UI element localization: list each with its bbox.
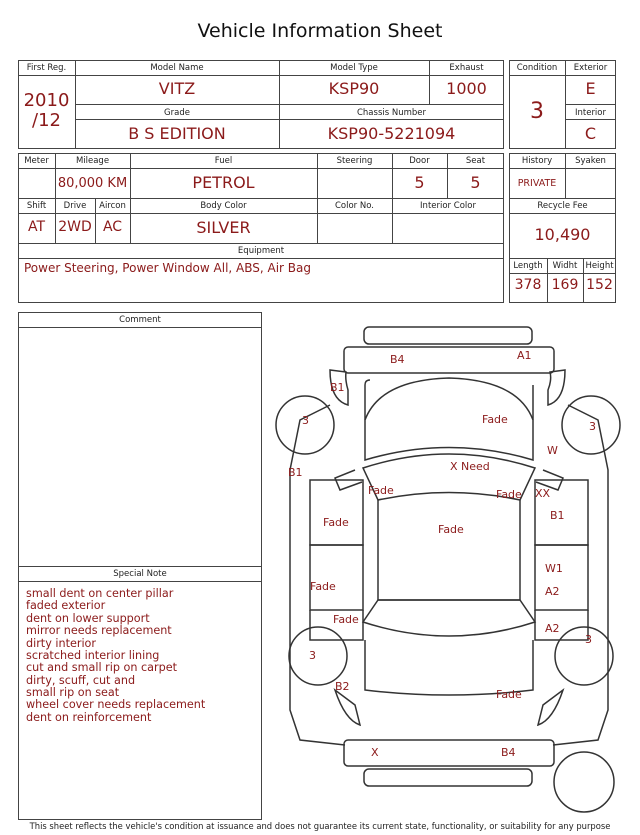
interior-value: C	[584, 124, 597, 143]
first-reg-month: /12	[32, 110, 61, 131]
damage-mark: Fade	[310, 580, 336, 593]
model-name-label: Model Name	[150, 63, 204, 73]
history-value: PRIVATE	[517, 178, 557, 189]
seat-label: Seat	[465, 156, 486, 166]
recycle-fee-value: 10,490	[534, 225, 591, 244]
model-name-value: VITZ	[158, 79, 196, 98]
damage-mark: B1	[288, 466, 303, 479]
mileage-value: 80,000 KM	[57, 176, 128, 191]
equipment-value: Power Steering, Power Window All, ABS, Air Bag	[24, 261, 312, 275]
interior-label: Interior	[574, 108, 606, 118]
damage-mark: Fade	[333, 613, 359, 626]
damage-mark: Fade	[323, 516, 349, 529]
special-note-line: small rip on seat	[26, 686, 120, 699]
width-label: Widht	[552, 261, 578, 271]
damage-mark: B1	[330, 381, 345, 394]
special-note-line: dent on reinforcement	[26, 711, 152, 724]
aircon-label: Aircon	[99, 201, 126, 211]
damage-mark: Fade	[438, 523, 464, 536]
shift-label: Shift	[26, 201, 47, 211]
condition-value: 3	[530, 99, 544, 124]
damage-mark: XX	[535, 487, 551, 500]
width-value: 169	[551, 277, 579, 293]
damage-mark: B4	[390, 353, 405, 366]
chassis-label: Chassis Number	[356, 108, 427, 118]
damage-mark: W1	[545, 562, 563, 575]
equipment-label: Equipment	[237, 246, 285, 256]
damage-mark: W	[547, 444, 558, 457]
damage-mark: 3	[309, 649, 316, 662]
damage-mark: 3	[585, 633, 592, 646]
special-note-line: cut and small rip on carpet	[26, 661, 177, 674]
damage-mark: B4	[501, 746, 516, 759]
damage-mark: A2	[545, 585, 560, 598]
damage-mark: A2	[545, 622, 560, 635]
disclaimer-footer: This sheet reflects the vehicle's condition at issuance and does not guarantee its current state, functionality, or suitability for any purpose	[29, 821, 611, 831]
fuel-label: Fuel	[214, 156, 233, 166]
special-note-line: wheel cover needs replacement	[26, 698, 206, 711]
special-note-line: scratched interior lining	[26, 649, 160, 662]
mileage-label: Mileage	[75, 156, 110, 166]
special-note-line: mirror needs replacement	[26, 624, 172, 637]
damage-mark: B1	[550, 509, 565, 522]
exhaust-label: Exhaust	[449, 63, 484, 73]
grade-value: B S EDITION	[128, 124, 226, 143]
seat-value: 5	[470, 173, 481, 192]
history-label: History	[521, 156, 553, 166]
special-note-line: dirty, scuff, cut and	[26, 674, 136, 687]
door-value: 5	[414, 173, 425, 192]
shift-value: AT	[27, 219, 46, 235]
comment-label: Comment	[119, 315, 161, 325]
special-note-line: dirty interior	[26, 637, 96, 650]
meter-label: Meter	[24, 156, 49, 166]
page-title: Vehicle Information Sheet	[197, 20, 443, 42]
exhaust-value: 1000	[446, 79, 487, 98]
model-type-value: KSP90	[328, 79, 380, 98]
exterior-label: Exterior	[573, 63, 608, 73]
interior-color-label: Interior Color	[420, 201, 476, 211]
damage-mark: A1	[517, 349, 532, 362]
body-color-value: SILVER	[196, 218, 251, 237]
body-color-label: Body Color	[200, 201, 247, 211]
recycle-fee-label: Recycle Fee	[537, 201, 588, 211]
damage-mark: X Need	[450, 460, 490, 473]
special-note-line: small dent on center pillar	[26, 587, 174, 600]
drive-value: 2WD	[58, 219, 92, 235]
first-reg-year: 2010	[23, 90, 70, 111]
color-no-label: Color No.	[334, 201, 374, 211]
damage-mark: Fade	[482, 413, 508, 426]
damage-mark: Fade	[368, 484, 394, 497]
door-label: Door	[409, 156, 430, 166]
damage-mark: Fade	[496, 488, 522, 501]
drive-label: Drive	[63, 201, 87, 211]
chassis-value: KSP90-5221094	[327, 124, 456, 143]
fuel-value: PETROL	[192, 173, 255, 192]
damage-mark: Fade	[496, 688, 522, 701]
length-value: 378	[514, 277, 542, 293]
damage-mark: X	[371, 746, 379, 759]
condition-label: Condition	[516, 63, 558, 73]
aircon-value: AC	[102, 219, 123, 235]
special-note-line: dent on lower support	[26, 612, 150, 625]
damage-mark: 3	[302, 414, 309, 427]
first-reg-label: First Reg.	[26, 63, 67, 73]
damage-marks-layer	[268, 320, 628, 820]
damage-mark: 3	[589, 420, 596, 433]
height-value: 152	[586, 277, 613, 293]
exterior-value: E	[585, 79, 596, 98]
special-note-label: Special Note	[113, 569, 167, 579]
model-type-label: Model Type	[330, 63, 378, 73]
height-label: Height	[585, 261, 614, 271]
damage-mark: B2	[335, 680, 350, 693]
grade-label: Grade	[164, 108, 190, 118]
steering-label: Steering	[336, 156, 373, 166]
syaken-label: Syaken	[575, 156, 606, 166]
special-note-line: faded exterior	[26, 599, 106, 612]
length-label: Length	[513, 261, 543, 271]
